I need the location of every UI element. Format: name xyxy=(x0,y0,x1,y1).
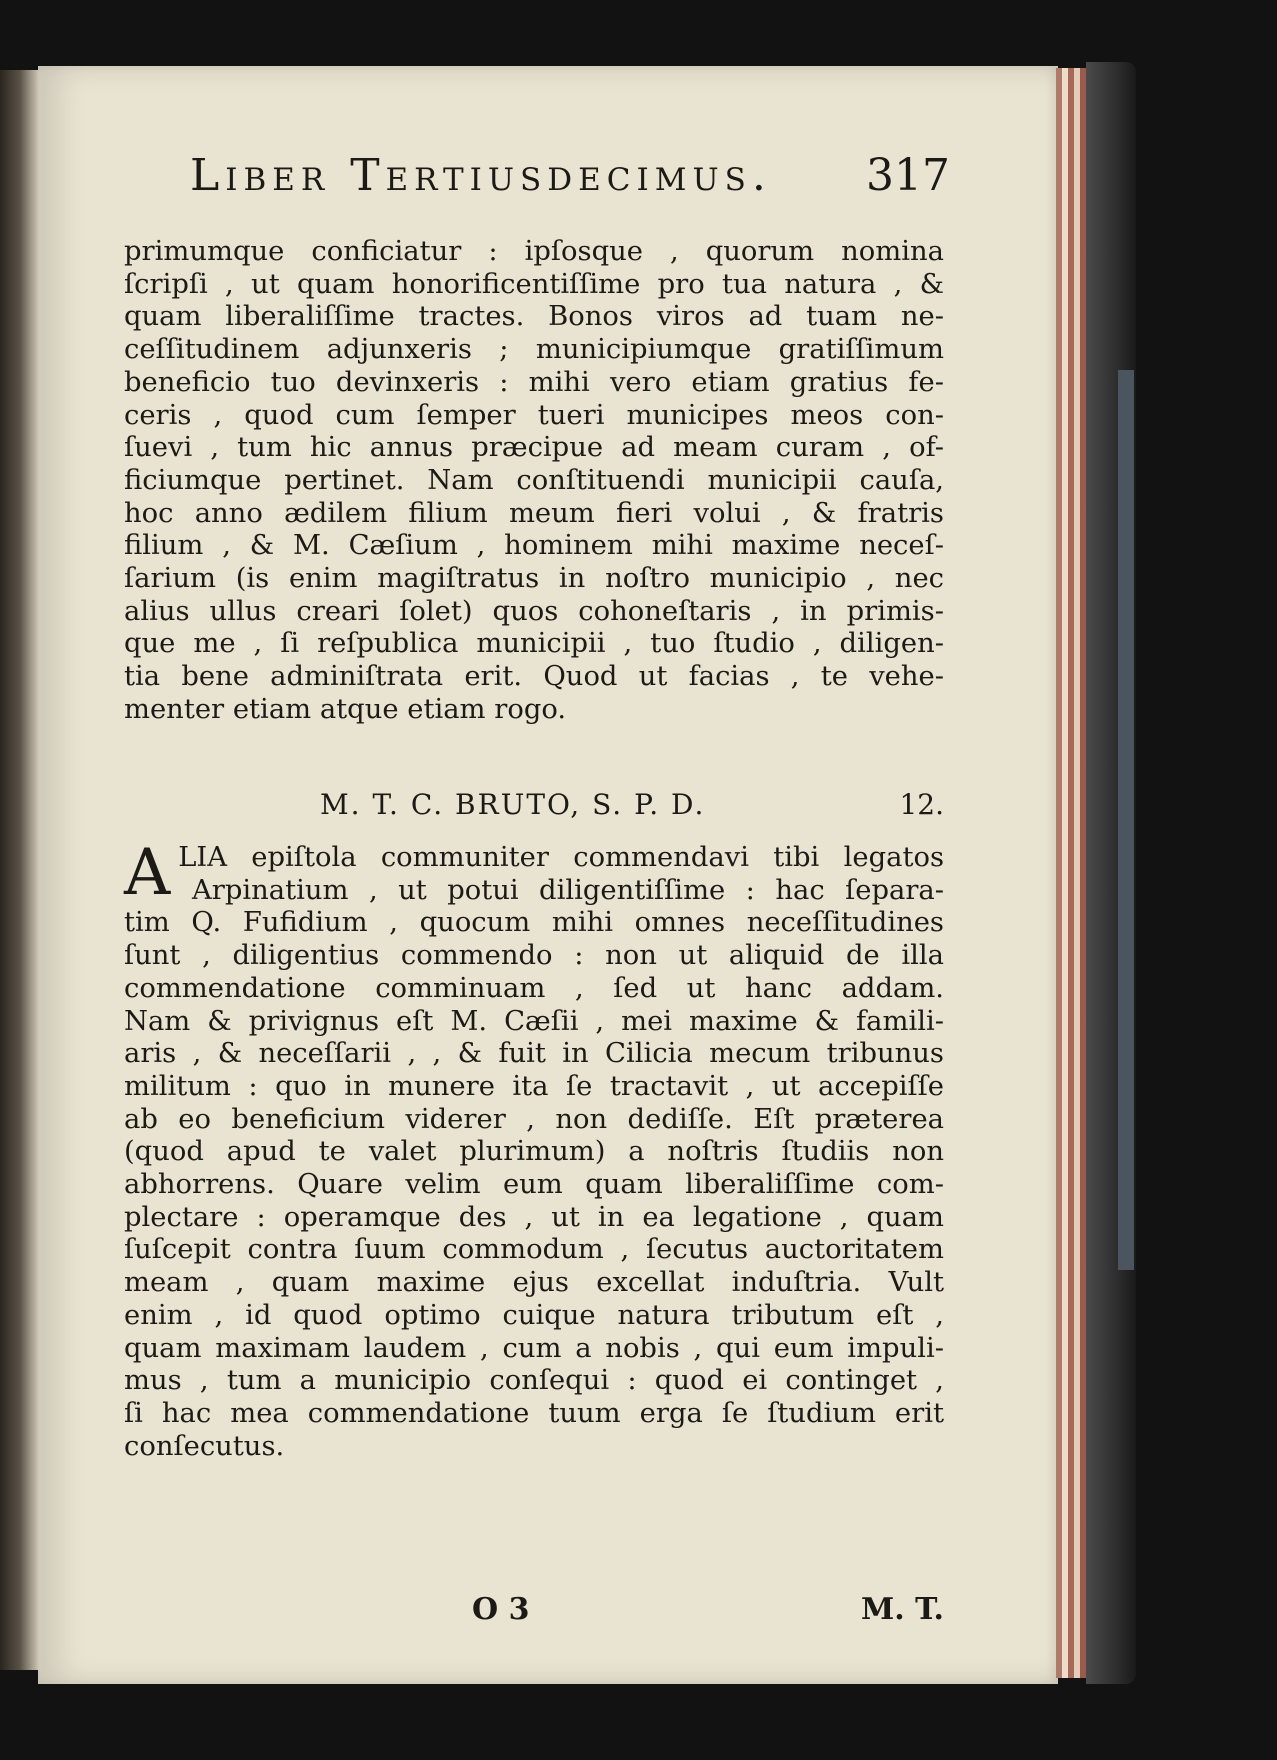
letter-heading xyxy=(124,788,944,828)
running-title: Liber Tertiusdecimus. xyxy=(190,150,772,201)
text-line: Arpinatium , ut potui diligentiſſime : hac ſepara- xyxy=(192,874,944,906)
text-line: que me , ſi reſpublica municipii , tuo ſtudio , diligen- xyxy=(124,628,944,660)
text-line: ſarium (is enim magiſtratus in noſtro municipio , nec xyxy=(124,563,944,595)
text-line: ab eo beneficium viderer , non dediſſe. Eſt præterea xyxy=(124,1103,944,1135)
text-line: menter etiam atque etiam rogo. xyxy=(124,693,567,725)
paragraph-1 xyxy=(124,236,944,727)
text-line: aris , & neceſſarii , , & fuit in Cilicia mecum tribunus xyxy=(124,1038,944,1070)
text-line: meam , quam maxime ejus excellat induſtria. Vult xyxy=(124,1267,944,1299)
text-line: (quod apud te valet plurimum) a noſtris ſtudiis non xyxy=(124,1136,944,1168)
text-line: ſcripſi , ut quam honorificentiſſime pro tua natura , & xyxy=(124,268,944,300)
text-line: primumque conficiatur : ipſosque , quorum nomina xyxy=(124,236,944,267)
letter-number: 12. xyxy=(899,788,944,821)
page-number: 317 xyxy=(866,150,950,201)
text-line: ficiumque pertinet. Nam conſtituendi municipii cauſa, xyxy=(124,464,944,496)
text-line: LIA epiſtola communiter commendavi tibi legatos xyxy=(178,842,944,873)
catchword: M. T. xyxy=(861,1592,944,1627)
text-line: commendatione comminuam , ſed ut hanc addam. xyxy=(124,972,944,1004)
text-line: alius ullus creari ſolet) quos cohoneſtaris , in primis- xyxy=(124,595,944,627)
text-line: ſunt , diligentius commendo : non ut aliquid de illa xyxy=(124,940,944,972)
text-line: ſuſcepit contra ſuum commodum , ſecutus auctoritatem xyxy=(124,1234,944,1266)
text-line: ſuevi , tum hic annus præcipue ad meam curam , of- xyxy=(124,432,944,464)
paragraph-2 xyxy=(124,836,944,1463)
book-cover-inner xyxy=(1118,370,1134,1270)
text-line: mus , tum a municipio conſequi : quod ei continget , xyxy=(124,1365,944,1397)
text-line: beneficio tuo devinxeris : mihi vero etiam gratius fe- xyxy=(124,366,944,398)
facing-page-edge xyxy=(0,70,40,1670)
page-header xyxy=(190,150,950,210)
text-line: hoc anno ædilem filium meum fieri volui , & fratris xyxy=(124,497,944,529)
text-line: militum : quo in munere ita ſe tractavit , ut accepiſſe xyxy=(124,1070,944,1102)
text-line: plectare : operamque des , ut in ea legatione , quam xyxy=(124,1201,944,1233)
text-line: enim , id quod optimo cuique natura tributum eſt , xyxy=(124,1299,944,1331)
text-line: ſi hac mea commendatione tuum erga ſe ſtudium erit xyxy=(124,1397,944,1429)
text-line: filium , & M. Cæſium , hominem mihi maxime neceſ- xyxy=(124,530,944,562)
text-line: ceris , quod cum ſemper tueri municipes meos con- xyxy=(124,399,944,431)
letter-address: M. T. C. BRUTO, S. P. D. xyxy=(320,788,706,821)
text-line: quam maximam laudem , cum a nobis , qui eum impuli- xyxy=(124,1332,944,1364)
text-line: abhorrens. Quare velim eum quam liberaliſſime com- xyxy=(124,1169,944,1201)
signature-mark: O 3 xyxy=(472,1592,530,1627)
drop-cap: A xyxy=(124,836,171,910)
text-line: conſecutus. xyxy=(124,1430,285,1462)
text-line: tia bene adminiſtrata erit. Quod ut facias , te vehe- xyxy=(124,661,944,693)
page-footer xyxy=(124,1592,944,1632)
text-line: Nam & privignus eſt M. Cæſii , mei maxime & famili- xyxy=(124,1005,944,1037)
text-line: quam liberaliſſime tractes. Bonos viros ad tuam ne- xyxy=(124,301,944,333)
text-line: ceſſitudinem adjunxeris ; municipiumque gratiſſimum xyxy=(124,334,944,366)
text-line: tim Q. Fufidium , quocum mihi omnes neceſſitudines xyxy=(124,907,944,939)
